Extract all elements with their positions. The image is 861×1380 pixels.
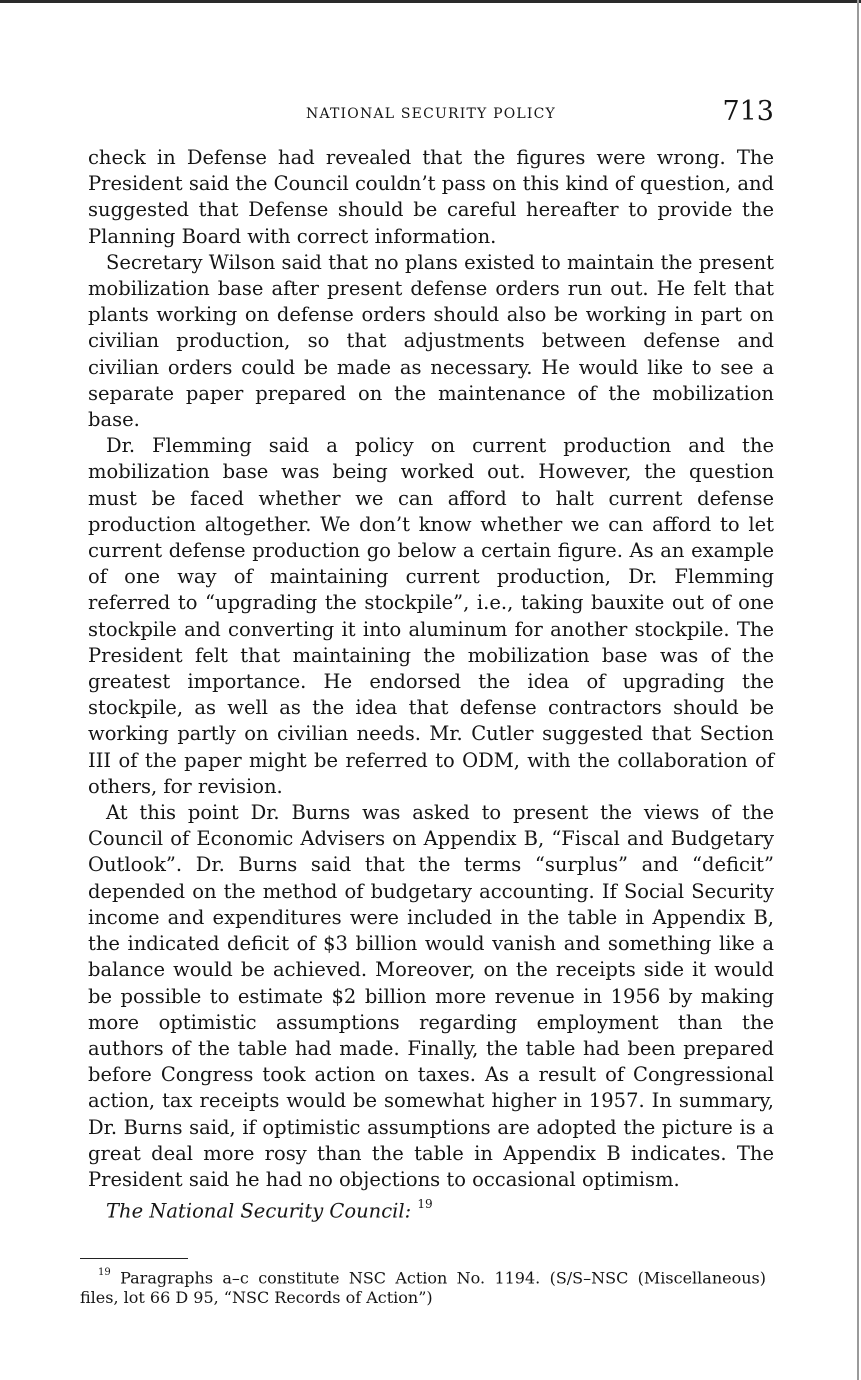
page-edge: [857, 0, 859, 1380]
top-edge-rule: [0, 0, 861, 3]
paragraph-4: At this point Dr. Burns was asked to present the views of the Council of Economic Advisers on Appendix B, “Fiscal and Budgetary Outlook”. Dr. Burns said that the terms “surplus” and “deficit” depended on the method of budgetary accounting. If Social Security income and expenditures were included in the table in Appendix B, the indicated deficit of $3 billion would vanish and something like a balance would be achieved. Moreover, on the receipts side it would be possible to estimate $2 billion more revenue in 1956 by making more optimistic assumptions regarding employment than the authors of the table had made. Finally, the table had been prepared before Congress took action on taxes. As a result of Congressional action, tax receipts would be somewhat higher in 1957. In summary, Dr. Burns said, if optimistic assumptions are adopted the picture is a great deal more rosy than the table in Appendix B indicates. The President said he had no objections to occasional optimism.: [88, 801, 774, 1191]
paragraph-1: check in Defense had revealed that the figures were wrong. The President said the Council couldn’t pass on this kind of question, and suggested that Defense should be careful hereafter to provide the Planning Board with correct information.: [88, 146, 774, 248]
footnote-rule: [80, 1258, 188, 1259]
running-head: [88, 96, 774, 136]
footnote-reference[interactable]: 19: [417, 1197, 433, 1212]
paragraph-2: Secretary Wilson said that no plans existed to maintain the present mobilization base after present defense orders run out. He felt that plants working on defense orders should also be working in part on civilian production, so that adjustments between defense and civilian orders could be made as necessary. He would like to see a separate paper prepared on the maintenance of the mobilization base.: [88, 250, 774, 432]
body-text: [88, 145, 774, 1225]
footnote: [80, 1265, 766, 1308]
footnote-marker: 19: [98, 1267, 111, 1278]
page-number: 713: [722, 96, 774, 127]
running-title: NATIONAL SECURITY POLICY: [306, 106, 556, 122]
nsc-heading: The National Security Council:: [106, 1199, 412, 1223]
paragraph-3: Dr. Flemming said a policy on current production and the mobilization base was being worked out. However, the question must be faced whether we can afford to halt current defense production altogether. We don’t know whether we can afford to let current defense production go below a certain figure. As an example of one way of maintaining current production, Dr. Flemming referred to “upgrading the stockpile”, i.e., taking bauxite out of one stockpile and converting it into aluminum for another stockpile. The President felt that maintaining the mobilization base was of the greatest importance. He endorsed the idea of upgrading the stockpile, as well as the idea that defense contractors should be working partly on civilian needs. Mr. Cutler suggested that Section III of the paper might be referred to ODM, with the collaboration of others, for revision.: [88, 434, 774, 798]
nsc-heading-line: [88, 1193, 774, 1225]
footnote-text: Paragraphs a–c constitute NSC Action No. 1194. (S/S–NSC (Miscellaneous) files, lot 66 D 95, “NSC Records of Action”): [80, 1268, 766, 1308]
